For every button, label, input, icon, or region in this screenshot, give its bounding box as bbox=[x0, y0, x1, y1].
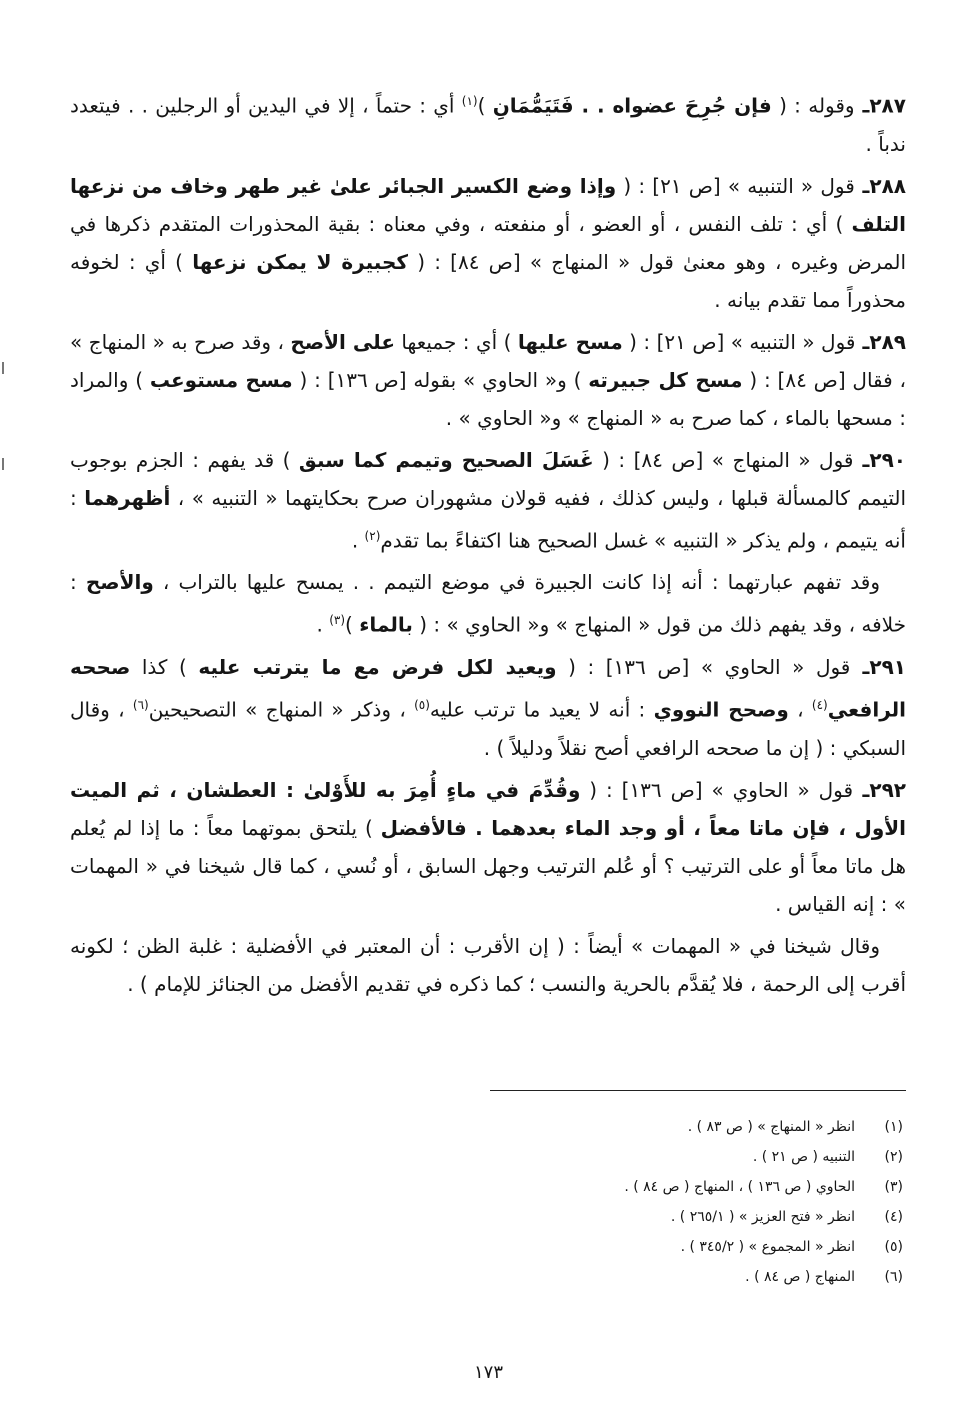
text-run: ، وقد صرح به « المنهاج » ، فقال [ص ٨٤] : ( bbox=[70, 329, 907, 392]
page-number: ١٧٣ bbox=[473, 1362, 503, 1383]
bold-text: بالماء bbox=[359, 612, 413, 637]
text-run: ، وذكر « المنهاج » التصحيحين bbox=[148, 697, 415, 722]
bold-text: ٢٨٩ـ bbox=[855, 329, 906, 354]
footnote-text: انظر « المجموع » ( ٣٤٥/٢ ) . bbox=[680, 1239, 855, 1255]
bold-text: وقُدِّمَ في ماءٍ أُمِرَ به للأَوْلىٰ : العطشان ، ثم الميت الأول ، فإن ماتا معاً ، أو وجد الماء بعدهما . فالأفضل bbox=[70, 777, 906, 840]
footnote-number: (٦) bbox=[884, 1269, 903, 1285]
footnote bbox=[203, 1262, 903, 1292]
text-run: . bbox=[351, 528, 365, 553]
footnote-number: (٢) bbox=[884, 1149, 903, 1165]
bold-text: على الأصح bbox=[290, 329, 395, 354]
footnote-text: انظر « فتح العزيز » ( ٢٦٥/١ ) . bbox=[670, 1209, 855, 1225]
paragraph bbox=[70, 563, 906, 644]
bold-text: أظهرهما bbox=[84, 485, 171, 510]
text-run: وقوله : ( bbox=[771, 93, 855, 118]
bold-text: والأصح bbox=[85, 570, 154, 595]
bold-text: ٢٨٨ـ bbox=[854, 173, 906, 198]
paragraph bbox=[70, 167, 906, 319]
text-run: ) bbox=[345, 612, 360, 637]
text-run: : أنه يتيمم ، ولم يذكر « التنبيه » غسل الصحيح هنا اكتفاءً بما تقدم bbox=[70, 485, 906, 553]
text-run: ) يلتحق بموتهما معاً : ما إذا لم يُعلم هل ماتا معاً أو على الترتيب ؟ أو عُلم الترتيب وجهل السابق ، أو نُسي ، كما قال شيخنا في « المهمات » : إنه القياس . bbox=[70, 815, 906, 916]
footnote-ref: (١) bbox=[461, 94, 478, 108]
text-run: قول « الحاوي » [ص ١٣٦] : ( bbox=[556, 654, 851, 679]
bold-text: فإن جُرِحَ عضواه . . فَتَيَمُّمَانِ bbox=[492, 93, 772, 118]
footnote-number: (٣) bbox=[884, 1179, 903, 1195]
bold-text: صححه الرافعي bbox=[70, 654, 907, 722]
paragraph bbox=[70, 323, 906, 437]
text-run: ) bbox=[477, 93, 493, 118]
text-run: . bbox=[316, 612, 330, 637]
paragraph bbox=[70, 648, 906, 767]
bold-text: ويعيد لكل فرض مع ما يترتب عليه bbox=[198, 654, 557, 679]
bold-text: مسح كل جبيرته bbox=[588, 367, 743, 392]
footnote-ref: (٦) bbox=[132, 697, 149, 712]
footnote-separator bbox=[490, 1090, 906, 1091]
footnote-number: (٥) bbox=[884, 1239, 903, 1255]
text-run: قول « المنهاج » [ص ٨٤] : ( bbox=[593, 447, 854, 472]
text-run: قول « التنبيه » [ص ٢١] : ( bbox=[622, 329, 856, 354]
text-run: ، bbox=[788, 697, 812, 722]
footnote-text: المنهاج ( ص ٨٤ ) . bbox=[745, 1269, 855, 1285]
text-run: أي : حتماً ، إلا في اليدين أو الرجلين . . فيتعدد ندباً . bbox=[70, 93, 906, 156]
text-run: ) أي : تلف النفس ، أو العضو ، أو منفعته ، وفي معناه : بقية المحذورات المتقدم ذكرها في المرض وغيره ، وهو معنىٰ قول « المنهاج » [ص ٨٤] : ( bbox=[70, 211, 907, 274]
text-run: قول « الحاوي » [ص ١٣٦] : ( bbox=[580, 777, 854, 802]
footnote bbox=[203, 1112, 903, 1142]
text-run: ) أي : جميعها bbox=[394, 329, 518, 354]
text-run: ) كذا bbox=[130, 654, 199, 679]
footnote-text: انظر « المنهاج » ( ص ٨٣ ) . bbox=[687, 1119, 855, 1135]
footnote-ref: (٥) bbox=[414, 697, 430, 712]
footnote-ref: (٣) bbox=[329, 613, 346, 628]
paragraph bbox=[70, 927, 906, 1003]
text-run: : أنه لا يعيد ما ترتب عليه bbox=[429, 697, 654, 722]
footnote bbox=[203, 1202, 903, 1232]
bold-text: وإذا وضع الكسير الجبائر علىٰ غير طهر وخاف من نزعها التلف bbox=[70, 173, 906, 236]
paragraph bbox=[70, 441, 906, 560]
text-run: ) و« الحاوي » بقوله [ص ١٣٦] : ( bbox=[292, 367, 589, 392]
bold-text: كجبيرة لا يمكن نزعها bbox=[192, 249, 409, 274]
footnote bbox=[203, 1232, 903, 1262]
bold-text: ٢٩٢ـ bbox=[853, 777, 906, 802]
bold-text: ٢٩٠ـ bbox=[853, 447, 907, 472]
text-run: وقد تفهم عبارتهما : أنه إذا كانت الجبيرة في موضع التيمم . . يمسح عليها بالتراب ، bbox=[153, 570, 880, 595]
footnotes bbox=[203, 1112, 903, 1292]
paragraph bbox=[70, 82, 906, 163]
footnote-number: (٤) bbox=[884, 1209, 903, 1225]
bold-text: غَسَلَ الصحيح وتيمم كما سبق bbox=[298, 447, 594, 472]
margin-mark bbox=[2, 362, 4, 374]
footnote-text: التنبيه ( ص ٢١ ) . bbox=[752, 1149, 855, 1165]
footnote-number: (١) bbox=[884, 1119, 903, 1135]
text-run: وقال شيخنا في « المهمات » أيضاً : ( إن الأقرب : أن المعتبر في الأفضلية : غلبة الظن ؛ لكونه أقرب إلى الرحمة ، فلا يُقدَّم بالحرية والنسب ؛ كما ذكره في تقديم الأفضل من الجنائز للإمام ) . bbox=[70, 933, 906, 996]
main-text bbox=[70, 82, 906, 1007]
bold-text: مسح عليها bbox=[517, 329, 623, 354]
bold-text: ٢٩١ـ bbox=[850, 654, 906, 679]
footnote-ref: (٢) bbox=[364, 528, 381, 543]
text-run: قول « التنبيه » [ص ٢١] : ( bbox=[616, 173, 855, 198]
footnote bbox=[203, 1172, 903, 1202]
footnote-text: الحاوي ( ص ١٣٦ ) ، المنهاج ( ص ٨٤ ) . bbox=[624, 1179, 855, 1195]
bold-text: وصحح النووي bbox=[653, 697, 789, 722]
text-run: ) والمراد : مسحها بالماء ، كما صرح به « المنهاج » و« الحاوي » . bbox=[70, 367, 906, 430]
text-run: ) قد يفهم : الجزم بوجوب التيمم كالمسألة قبلها ، وليس كذلك ، ففيه قولان مشهوران صرح بحكايتهما « التنبيه » ، bbox=[70, 447, 906, 510]
text-run: ) أي : لخوفه محذوراً مما تقدم بيانه . bbox=[70, 249, 906, 312]
text-run: : خلافه ، وقد يفهم ذلك من قول « المنهاج » و« الحاوي » : ( bbox=[70, 570, 906, 637]
bold-text: مسح مستوعب bbox=[149, 367, 293, 392]
margin-mark bbox=[2, 458, 4, 470]
text-run: ، وقال السبكي : ( إن ما صححه الرافعي أصح نقلاً ودليلاً ) . bbox=[70, 697, 906, 760]
paragraph bbox=[70, 771, 906, 923]
bold-text: ٢٨٧ـ bbox=[854, 93, 906, 118]
footnote bbox=[203, 1142, 903, 1172]
footnote-ref: (٤) bbox=[811, 697, 828, 712]
